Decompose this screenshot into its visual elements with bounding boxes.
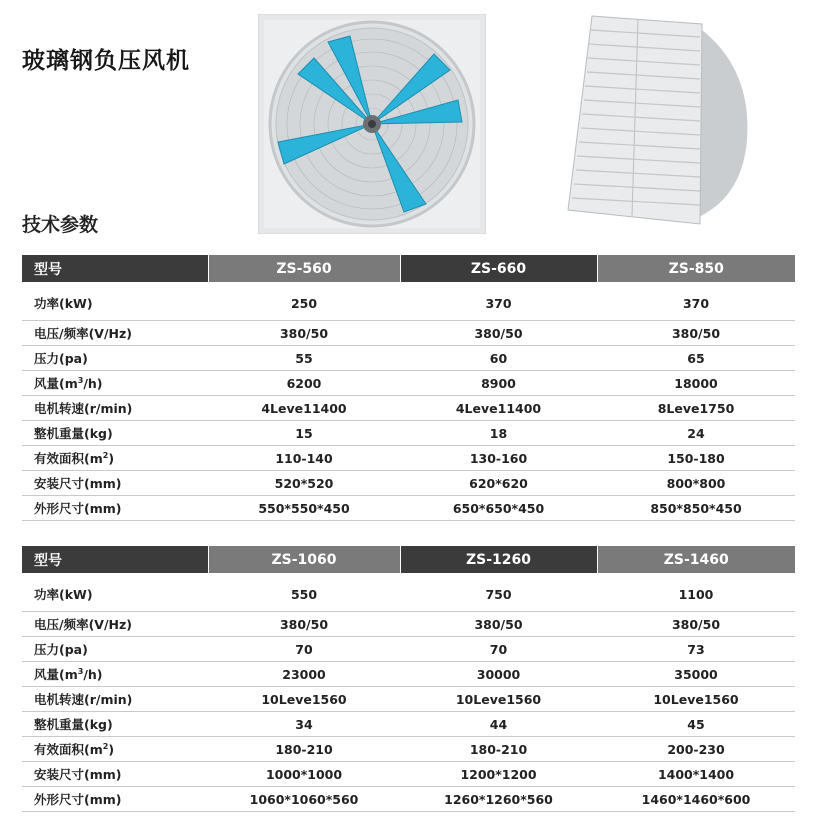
row-label: 安装尺寸(mm) (22, 471, 208, 496)
header-model-label: 型号 (22, 546, 208, 573)
cell-value: 130-160 (400, 446, 597, 471)
table-row (22, 282, 795, 321)
row-label-text: 风量(m (34, 376, 78, 391)
cell-value: 650*650*450 (400, 496, 597, 521)
cell-value: 110-140 (208, 446, 400, 471)
row-label: 功率(kW) (22, 573, 208, 612)
row-label: 功率(kW) (22, 282, 208, 321)
row-label: 电压/频率(V/Hz) (22, 612, 208, 637)
table-row (22, 496, 795, 521)
cell-value: 34 (208, 712, 400, 737)
cell-value: 550*550*450 (208, 496, 400, 521)
row-label: 压力(pa) (22, 346, 208, 371)
cell-value: 8Leve1750 (597, 396, 795, 421)
row-label-text: 有效面积(m (34, 742, 103, 757)
cell-value: 73 (597, 637, 795, 662)
cell-value: 520*520 (208, 471, 400, 496)
cell-value: 55 (208, 346, 400, 371)
cell-value: 200-230 (597, 737, 795, 762)
cell-value: 70 (208, 637, 400, 662)
table-row (22, 346, 795, 371)
table-row (22, 321, 795, 346)
row-label: 安装尺寸(mm) (22, 762, 208, 787)
cell-value: 1200*1200 (400, 762, 597, 787)
spec-table-2 (22, 546, 795, 812)
table-row (22, 687, 795, 712)
cell-value: 370 (400, 282, 597, 321)
row-label (22, 737, 208, 762)
cell-value: 1060*1060*560 (208, 787, 400, 812)
table-row (22, 762, 795, 787)
cell-value: 800*800 (597, 471, 795, 496)
cell-value: 10Leve1560 (400, 687, 597, 712)
row-label: 压力(pa) (22, 637, 208, 662)
cell-value: 150-180 (597, 446, 795, 471)
cell-value: 380/50 (597, 612, 795, 637)
section-subtitle: 技术参数 (22, 214, 99, 236)
cell-value: 65 (597, 346, 795, 371)
table-row (22, 371, 795, 396)
row-label (22, 662, 208, 687)
superscript: 2 (102, 741, 109, 751)
cell-value: 6200 (208, 371, 400, 396)
row-label: 外形尺寸(mm) (22, 496, 208, 521)
cell-value: 550 (208, 573, 400, 612)
table-row (22, 662, 795, 687)
cell-value: 4Leve11400 (208, 396, 400, 421)
cell-value: 1460*1460*600 (597, 787, 795, 812)
table-row (22, 637, 795, 662)
row-label-text: 有效面积(m (34, 451, 103, 466)
row-label: 整机重量(kg) (22, 712, 208, 737)
cell-value: 18 (400, 421, 597, 446)
table-row (22, 612, 795, 637)
header-model: ZS-850 (597, 255, 795, 282)
cell-value: 1100 (597, 573, 795, 612)
row-label (22, 371, 208, 396)
superscript: 2 (102, 450, 109, 460)
cell-value: 380/50 (400, 321, 597, 346)
cell-value: 380/50 (208, 321, 400, 346)
cell-value: 380/50 (208, 612, 400, 637)
cell-value: 10Leve1560 (208, 687, 400, 712)
spec-table-1 (22, 255, 795, 521)
cell-value: 24 (597, 421, 795, 446)
table-row (22, 471, 795, 496)
header-model: ZS-1060 (208, 546, 400, 573)
row-label: 电机转速(r/min) (22, 396, 208, 421)
cell-value: 850*850*450 (597, 496, 795, 521)
table-row (22, 737, 795, 762)
cell-value: 250 (208, 282, 400, 321)
header-model-label: 型号 (22, 255, 208, 282)
table-row (22, 712, 795, 737)
cell-value: 45 (597, 712, 795, 737)
row-label: 整机重量(kg) (22, 421, 208, 446)
row-label: 电压/频率(V/Hz) (22, 321, 208, 346)
table-header-row (22, 546, 795, 573)
cell-value: 60 (400, 346, 597, 371)
row-label: 电机转速(r/min) (22, 687, 208, 712)
cell-value: 18000 (597, 371, 795, 396)
cell-value: 1400*1400 (597, 762, 795, 787)
cell-value: 4Leve11400 (400, 396, 597, 421)
cell-value: 1000*1000 (208, 762, 400, 787)
cell-value: 30000 (400, 662, 597, 687)
cell-value: 370 (597, 282, 795, 321)
cell-value: 70 (400, 637, 597, 662)
table-row (22, 421, 795, 446)
cell-value: 180-210 (208, 737, 400, 762)
row-label-text: ) (108, 742, 115, 757)
table-header-row (22, 255, 795, 282)
table-row (22, 787, 795, 812)
row-label-text: ) (108, 451, 115, 466)
cell-value: 44 (400, 712, 597, 737)
cell-value: 10Leve1560 (597, 687, 795, 712)
fan-louver-photo (562, 10, 752, 236)
cell-value: 380/50 (597, 321, 795, 346)
cell-value: 15 (208, 421, 400, 446)
table-row (22, 573, 795, 612)
row-label: 外形尺寸(mm) (22, 787, 208, 812)
cell-value: 1260*1260*560 (400, 787, 597, 812)
page-title: 玻璃钢负压风机 (22, 48, 190, 74)
superscript: 3 (77, 375, 84, 385)
row-label-text: /h) (83, 376, 103, 391)
row-label-text: /h) (83, 667, 103, 682)
superscript: 3 (77, 666, 84, 676)
cell-value: 23000 (208, 662, 400, 687)
header-model: ZS-660 (400, 255, 597, 282)
fan-front-photo (258, 14, 486, 234)
cell-value: 380/50 (400, 612, 597, 637)
cell-value: 8900 (400, 371, 597, 396)
cell-value: 180-210 (400, 737, 597, 762)
header-model: ZS-560 (208, 255, 400, 282)
row-label (22, 446, 208, 471)
cell-value: 750 (400, 573, 597, 612)
cell-value: 35000 (597, 662, 795, 687)
row-label-text: 风量(m (34, 667, 78, 682)
table-row (22, 396, 795, 421)
table-row (22, 446, 795, 471)
header-model: ZS-1460 (597, 546, 795, 573)
header-model: ZS-1260 (400, 546, 597, 573)
cell-value: 620*620 (400, 471, 597, 496)
